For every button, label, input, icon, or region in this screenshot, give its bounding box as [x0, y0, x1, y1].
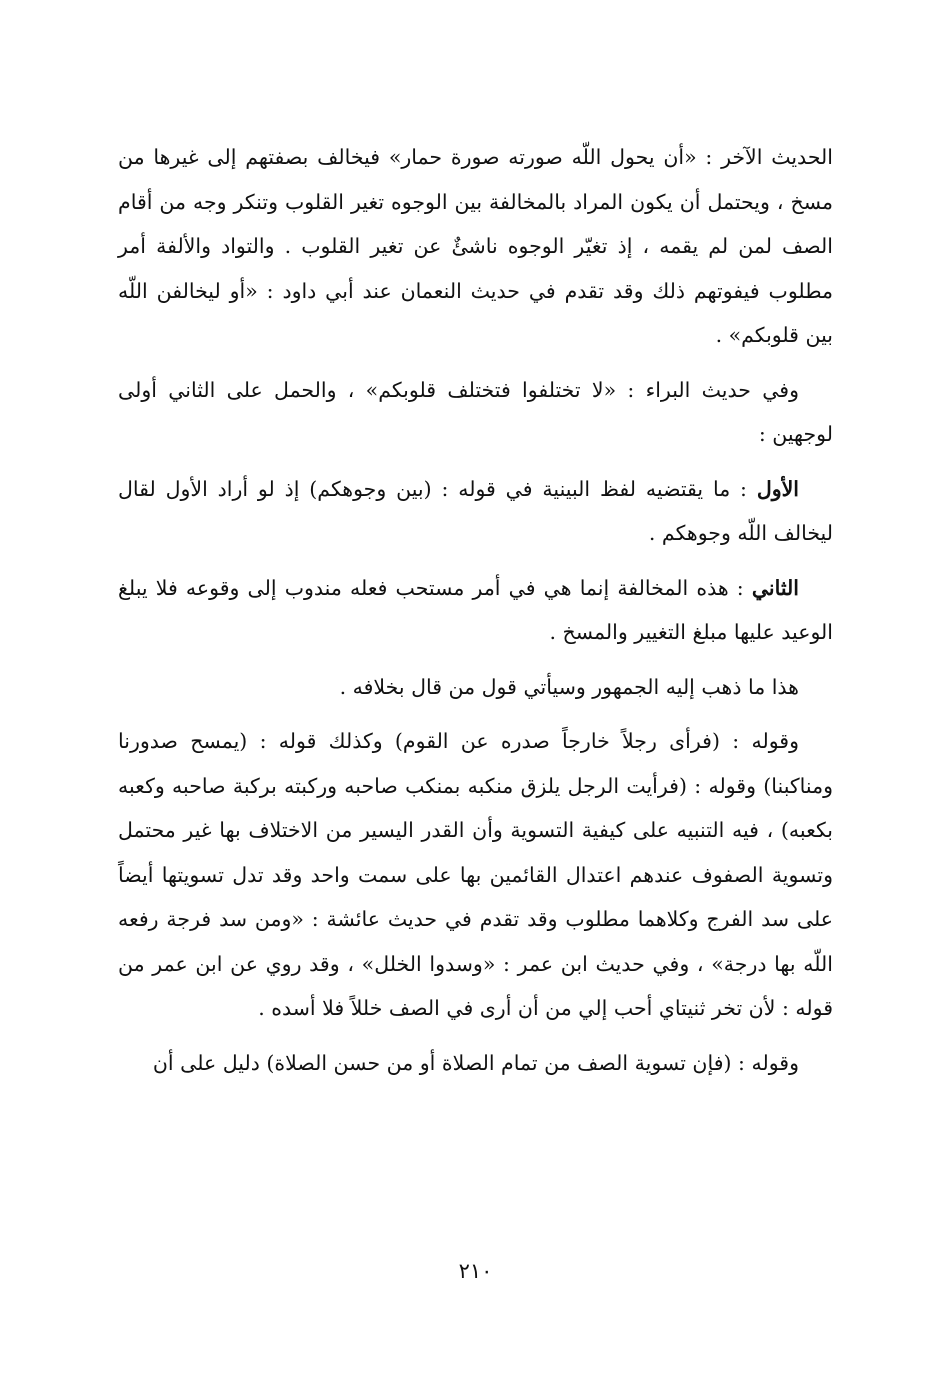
paragraph-5-text: هذا ما ذهب إليه الجمهور وسيأتي قول من قال بخلافه .: [339, 674, 799, 699]
paragraph-4-lead: الثاني: [751, 575, 799, 600]
paragraph-7-text: وقوله : (فإن تسوية الصف من تمام الصلاة أو من حسن الصلاة) دليل على أن: [152, 1050, 799, 1075]
paragraph-6-text: وقوله : (فرأى رجلاً خارجاً صدره عن القوم) وكذلك قوله : (يمسح صدورنا ومناكبنا) وقوله : (فرأيت الرجل يلزق منكبه بمنكب صاحبه وركبته بركبة صاحبه وكعبه بكعبه) ، فيه التنبيه على كيفية التسوية وأن القدر اليسير من الاختلاف بها غير محتمل وتسوية الصفوف عندهم اعتدال القائمين بها على سمت واحد وقد تدل تسويتها أيضاً على سد الفرج وكلاهما مطلوب وقد تقدم في حديث عائشة : «ومن سد فرجة رفعه اللّه بها درجة» ، وفي حديث ابن عمر : «وسدوا الخلل» ، وقد روي عن ابن عمر من قوله : لأن تخر ثنيتاي أحب إلي من أن أرى في الصف خللاً فلا أسده .: [118, 729, 833, 1020]
paragraph-4: [118, 566, 833, 655]
paragraph-4-text: : هذه المخالفة إنما هي في أمر مستحب فعله مندوب إلى وقوعه فلا يبلغ الوعيد عليها مبلغ التغيير والمسخ .: [118, 575, 833, 644]
paragraph-3-lead: الأول: [756, 476, 799, 501]
paragraph-2: [118, 368, 833, 457]
paragraph-3-text: : ما يقتضيه لفظ البينية في قوله : (بين وجوهكم) إذ لو أراد الأول لقال ليخالف اللّه وجوهكم .: [118, 476, 833, 545]
paragraph-7: [118, 1041, 833, 1086]
page-body: [118, 135, 833, 1085]
paragraph-6: [118, 719, 833, 1031]
paragraph-3: [118, 467, 833, 556]
paragraph-1: [118, 135, 833, 358]
paragraph-5: [118, 665, 833, 710]
paragraph-1-text: الحديث الآخر : «أن يحول اللّه صورته صورة حمار» فيخالف بصفتهم إلى غيرها من مسخ ، ويحتمل أن يكون المراد بالمخالفة بين الوجوه تغير القلوب وتنكر وجه من أقام الصف لمن لم يقمه ، إذ تغيّر الوجوه ناشئٌ عن تغير القلوب . والتواد والألفة أمر مطلوب فيفوتهم ذلك وقد تقدم في حديث النعمان عند أبي داود : «أو ليخالفن اللّه بين قلوبكم» .: [118, 145, 833, 347]
page-number: ٢١٠: [458, 1259, 493, 1283]
paragraph-2-text: وفي حديث البراء : «لا تختلفوا فتختلف قلوبكم» ، والحمل على الثاني أولى لوجهين :: [118, 377, 833, 446]
